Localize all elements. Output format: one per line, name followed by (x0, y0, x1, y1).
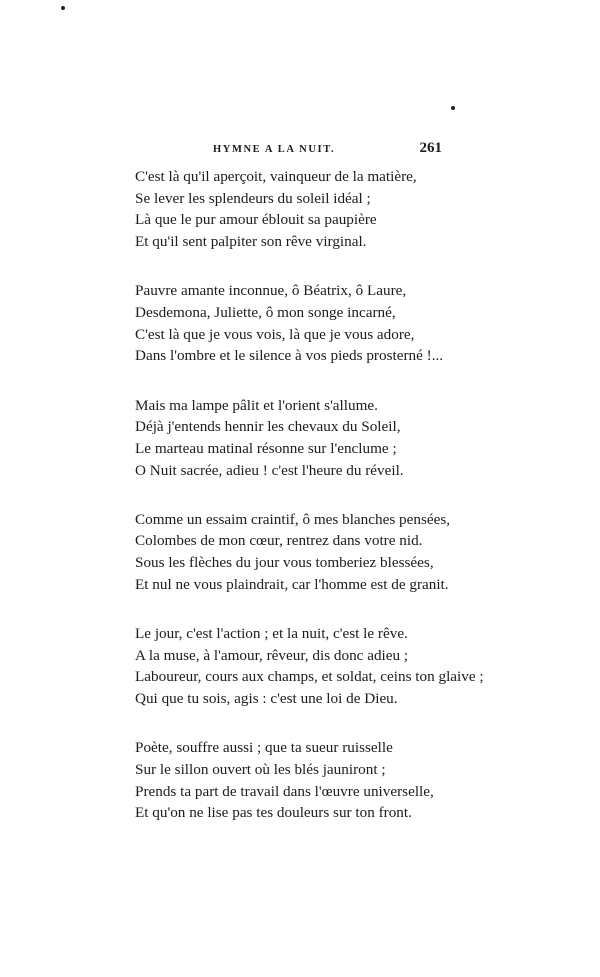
stanza-3 (135, 395, 465, 482)
verse-line: Desdemona, Juliette, ô mon songe incarné, (135, 303, 396, 321)
verse-line: Poète, souffre aussi ; que ta sueur ruisselle (135, 739, 393, 757)
ink-speck (61, 6, 65, 10)
verse-line: Dans l'ombre et le silence à vos pieds prosterné !... (135, 347, 444, 365)
page-number: 261 (419, 140, 442, 156)
stanza-1 (135, 166, 465, 253)
stanza-5 (135, 623, 484, 710)
verse-line: Se lever les splendeurs du soleil idéal ; (135, 189, 371, 207)
verse-line: A la muse, à l'amour, rêveur, dis donc adieu ; (135, 646, 409, 664)
verse-line: Pauvre amante inconnue, ô Béatrix, ô Laure, (135, 282, 407, 300)
stanza-4 (135, 509, 465, 596)
verse-line: Mais ma lampe pâlit et l'orient s'allume. (135, 396, 378, 414)
verse-line: C'est là qu'il aperçoit, vainqueur de la matière, (135, 168, 417, 185)
stanza-2 (135, 280, 465, 367)
verse-line: Sur le sillon ouvert où les blés jauniront ; (135, 760, 386, 778)
verse-line: Et qu'il sent palpiter son rêve virginal. (135, 233, 367, 251)
verse-line: C'est là que je vous vois, là que je vous adore, (135, 325, 415, 343)
verse-line: Déjà j'entends hennir les chevaux du Soleil, (135, 418, 401, 436)
running-title: HYMNE A LA NUIT. (213, 144, 336, 155)
stanza-6 (135, 737, 465, 824)
verse-line: Le marteau matinal résonne sur l'enclume ; (135, 439, 397, 457)
ink-speck (451, 106, 455, 110)
verse-line: Sous les flèches du jour vous tomberiez blessées, (135, 554, 434, 572)
verse-line: Et qu'on ne lise pas tes douleurs sur ton front. (135, 804, 412, 822)
verse-line: Comme un essaim craintif, ô mes blanches pensées, (135, 510, 451, 528)
verse-line: Qui que tu sois, agis : c'est une loi de Dieu. (135, 690, 398, 708)
verse-line: Et nul ne vous plaindrait, car l'homme est de granit. (135, 575, 449, 593)
verse-line: O Nuit sacrée, adieu ! c'est l'heure du réveil. (135, 461, 404, 479)
verse-line: Laboureur, cours aux champs, et soldat, ceins ton glaive ; (135, 668, 484, 686)
verse-line: Colombes de mon cœur, rentrez dans votre nid. (135, 532, 423, 550)
verse-line: Le jour, c'est l'action ; et la nuit, c'est le rêve. (135, 625, 408, 642)
poem (135, 166, 484, 852)
running-head (120, 140, 442, 160)
verse-line: Là que le pur amour éblouit sa paupière (135, 211, 377, 229)
verse-line: Prends ta part de travail dans l'œuvre universelle, (135, 782, 434, 800)
